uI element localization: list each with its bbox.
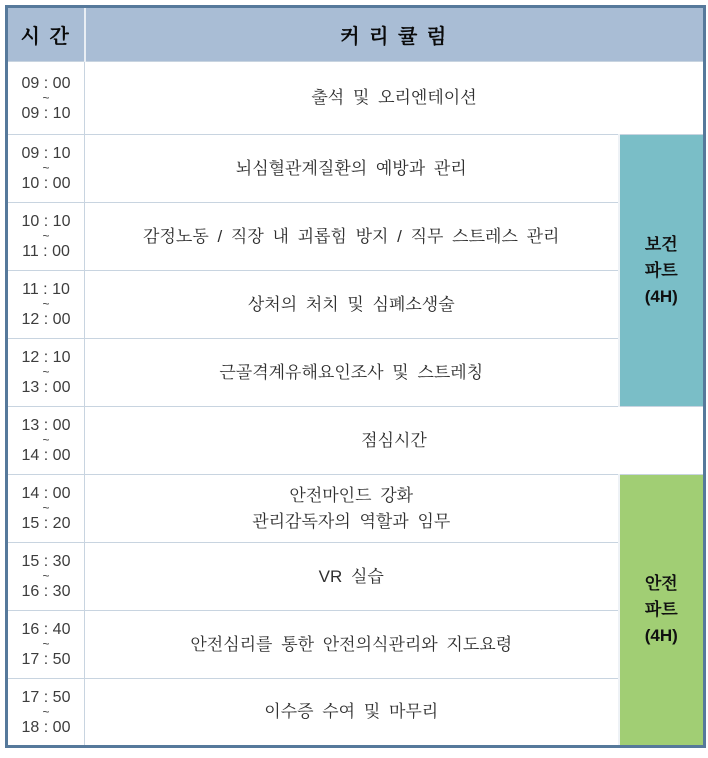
time-start: 15 : 30 bbox=[21, 553, 71, 570]
table-row bbox=[7, 271, 705, 339]
time-tilde: ~ bbox=[42, 569, 50, 583]
part-label-line: (4H) bbox=[644, 626, 678, 645]
part-label-line: 보건 bbox=[644, 234, 678, 254]
table-row bbox=[7, 679, 705, 747]
time-end: 11 : 00 bbox=[22, 243, 70, 260]
time-start: 14 : 00 bbox=[21, 485, 71, 502]
time-end: 09 : 10 bbox=[21, 104, 71, 122]
curriculum-cell: 근골격계유해요인조사 및 스트레칭 bbox=[85, 339, 619, 407]
time-tilde: ~ bbox=[42, 229, 50, 243]
curriculum-cell: 안전심리를 통한 안전의식관리와 지도요령 bbox=[85, 611, 619, 679]
time-start: 10 : 10 bbox=[21, 213, 71, 230]
time-end: 14 : 00 bbox=[21, 447, 71, 464]
time-cell bbox=[7, 271, 85, 339]
time-cell bbox=[7, 475, 85, 543]
curriculum-line: 안전마인드 강화 bbox=[289, 485, 414, 505]
time-end: 10 : 00 bbox=[21, 175, 71, 192]
time-column-header: 시 간 bbox=[7, 7, 85, 62]
time-tilde: ~ bbox=[42, 637, 50, 651]
curriculum-cell: 상처의 처치 및 심폐소생술 bbox=[85, 271, 619, 339]
curriculum-cell: 이수증 수여 및 마무리 bbox=[85, 679, 619, 747]
header-row bbox=[7, 7, 705, 62]
table-row bbox=[7, 203, 705, 271]
part-label-line: 파트 bbox=[644, 260, 678, 280]
time-tilde: ~ bbox=[42, 297, 50, 311]
time-cell bbox=[7, 611, 85, 679]
time-tilde: ~ bbox=[42, 365, 50, 379]
time-start: 09 : 00 bbox=[21, 74, 71, 92]
table-row bbox=[7, 611, 705, 679]
time-start: 12 : 10 bbox=[21, 349, 71, 366]
time-cell bbox=[7, 679, 85, 747]
time-cell bbox=[7, 203, 85, 271]
curriculum-cell: 감정노동 / 직장 내 괴롭힘 방지 / 직무 스트레스 관리 bbox=[85, 203, 619, 271]
time-start: 11 : 10 bbox=[22, 281, 70, 298]
table-row bbox=[7, 543, 705, 611]
time-end: 18 : 00 bbox=[21, 718, 71, 736]
part-label-line: 안전 bbox=[644, 574, 678, 593]
curriculum-cell: VR 실습 bbox=[85, 543, 619, 611]
time-end: 17 : 50 bbox=[21, 651, 71, 668]
time-end: 16 : 30 bbox=[21, 583, 71, 600]
time-tilde: ~ bbox=[42, 161, 50, 175]
table-row bbox=[7, 407, 705, 475]
time-cell bbox=[7, 62, 85, 135]
time-cell bbox=[7, 407, 85, 475]
curriculum-table bbox=[5, 5, 706, 748]
time-start: 16 : 40 bbox=[21, 621, 71, 638]
time-tilde: ~ bbox=[42, 433, 50, 447]
time-end: 13 : 00 bbox=[21, 379, 71, 396]
time-cell bbox=[7, 339, 85, 407]
curriculum-cell: 출석 및 오리엔테이션 bbox=[85, 62, 705, 135]
table-row bbox=[7, 62, 705, 135]
time-start: 13 : 00 bbox=[21, 417, 71, 434]
time-cell bbox=[7, 543, 85, 611]
time-start: 17 : 50 bbox=[21, 688, 71, 706]
table-row bbox=[7, 475, 705, 543]
curriculum-cell: 뇌심혈관계질환의 예방과 관리 bbox=[85, 135, 619, 203]
table-row bbox=[7, 339, 705, 407]
part-cell-health bbox=[619, 135, 705, 407]
part-label-line: 파트 bbox=[644, 600, 678, 619]
part-cell-safety bbox=[619, 475, 705, 747]
time-tilde: ~ bbox=[42, 501, 50, 515]
time-start: 09 : 10 bbox=[21, 145, 71, 162]
curriculum-cell bbox=[85, 475, 619, 543]
time-tilde: ~ bbox=[42, 704, 50, 719]
curriculum-cell: 점심시간 bbox=[85, 407, 705, 475]
part-label-line: (4H) bbox=[644, 286, 678, 306]
curriculum-column-header: 커 리 큘 럼 bbox=[85, 7, 705, 62]
table-row bbox=[7, 135, 705, 203]
time-end: 15 : 20 bbox=[21, 515, 71, 532]
curriculum-line: 관리감독자의 역할과 임무 bbox=[252, 511, 451, 531]
time-cell bbox=[7, 135, 85, 203]
time-end: 12 : 00 bbox=[21, 311, 71, 328]
time-tilde: ~ bbox=[42, 90, 50, 105]
